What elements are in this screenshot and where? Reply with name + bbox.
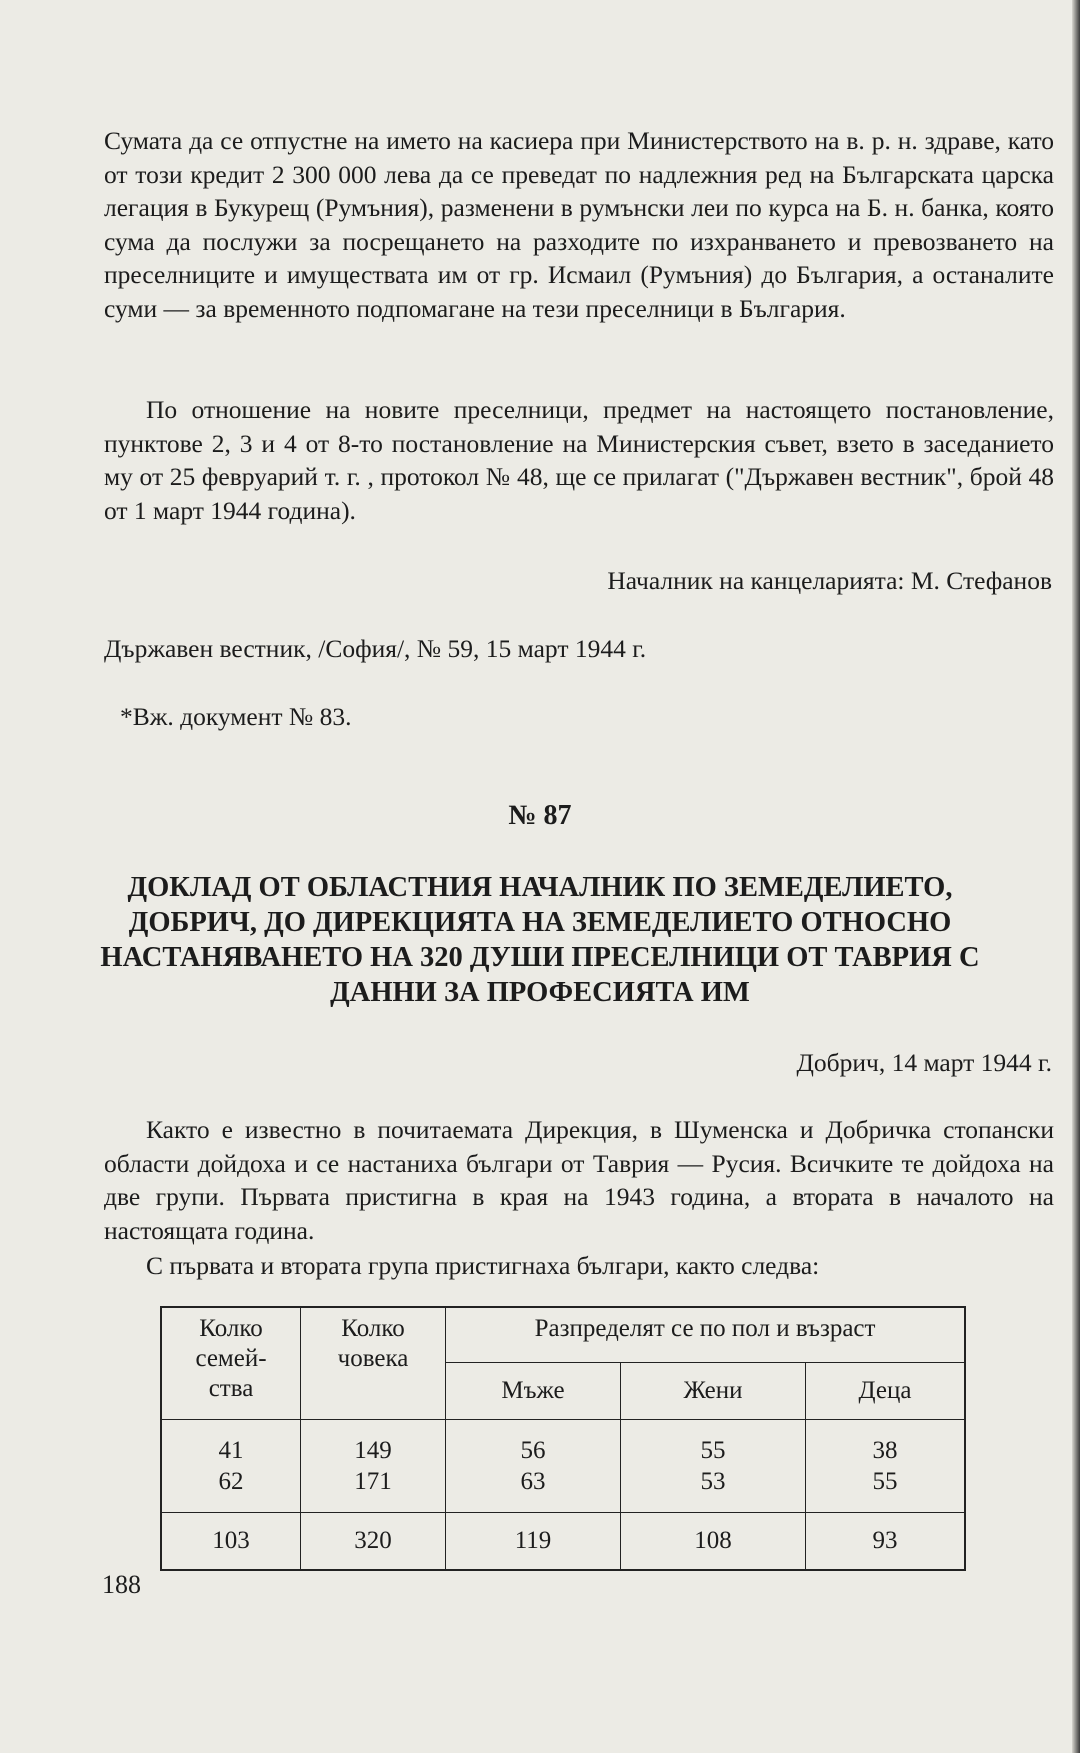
document-number: № 87	[508, 800, 572, 831]
header-children: Деца	[806, 1363, 966, 1420]
header-men: Мъже	[446, 1363, 621, 1420]
header-women: Жени	[621, 1363, 806, 1420]
cell-value: 38	[872, 1437, 898, 1464]
cell-value: 149	[354, 1437, 392, 1464]
people-cell	[301, 1420, 446, 1513]
settlers-table	[160, 1306, 966, 1571]
source-citation: Държавен вестник, /София/, № 59, 15 март 1944 г.	[104, 634, 647, 663]
header-group: Разпределят се по пол и възраст	[446, 1307, 966, 1363]
header-people	[301, 1307, 446, 1420]
report-paragraph: Както е известно в почитаемата Дирекция, в Шуменска и Добричка стопански области дойдоха и се настаниха българи от Таврия — Русия. Всичките те дойдоха на две групи. Първата пристигна в края на 1943 година, а втората в началото на настоящата година.	[104, 1115, 1054, 1245]
cell-value: 62	[218, 1468, 244, 1495]
families-cell	[161, 1420, 301, 1513]
children-cell	[806, 1420, 966, 1513]
women-cell	[621, 1420, 806, 1513]
second-paragraph: По отношение на новите преселници, предмет на настоящето постановление, пунктове 2, 3 и 4 от 8-то постановление на Министерския съвет, взето в заседанието му от 25 февруарий т. г. , протокол № 48, ще се прилагат ("Държавен вестник", брой 48 от 1 март 1944 година).	[104, 395, 1054, 525]
cell-value: 56	[520, 1437, 546, 1464]
header-people-label: Колко човека	[337, 1315, 409, 1372]
men-cell	[446, 1420, 621, 1513]
table-total-row	[161, 1513, 965, 1571]
place-date: Добрич, 14 март 1944 г.	[796, 1048, 1052, 1077]
cell-value: 53	[700, 1468, 726, 1495]
cell-value: 55	[872, 1468, 898, 1495]
signature: Началник на канцеларията: М. Стефанов	[607, 566, 1052, 595]
page-edge-shadow	[1072, 0, 1080, 1753]
total-children: 93	[806, 1513, 966, 1571]
total-people: 320	[301, 1513, 446, 1571]
total-women: 108	[621, 1513, 806, 1571]
footnote: *Вж. документ № 83.	[120, 702, 352, 731]
cell-value: 41	[218, 1437, 244, 1464]
total-men: 119	[446, 1513, 621, 1571]
cell-value: 63	[520, 1468, 546, 1495]
total-families: 103	[161, 1513, 301, 1571]
header-families	[161, 1307, 301, 1420]
cell-value: 55	[700, 1437, 726, 1464]
continuation-paragraph: Сумата да се отпустне на името на касиера при Министерството на в. р. н. здраве, като от този кредит 2 300 000 лева да се преведат по надлежния ред на Българската царска легация в Букурещ (Румъния), разменени в румънски леи по курса на Б. н. банка, която сума да послужи за посрещането на разходите по изхранването и превозването на преселниците и имуществата им от гр. Исмаил (Румъния) до България, а останалите суми — за временното подпомагане на тези преселници в България.	[104, 126, 1054, 323]
cell-value: 171	[354, 1468, 392, 1495]
page-number: 188	[102, 1570, 141, 1599]
table-row	[161, 1420, 965, 1513]
document-title: ДОКЛАД ОТ ОБЛАСТНИЯ НАЧАЛНИК ПО ЗЕМЕДЕЛИЕТО, ДОБРИЧ, ДО ДИРЕКЦИЯТА НА ЗЕМЕДЕЛИЕТО ОТНОСНО НАСТАНЯВАНЕТО НА 320 ДУШИ ПРЕСЕЛНИЦИ ОТ ТАВРИЯ С ДАННИ ЗА ПРОФЕСИЯТА ИМ	[100, 872, 980, 1008]
table-intro: С първата и втората група пристигнаха българи, както следва:	[146, 1251, 820, 1280]
header-families-label: Колко семей- ства	[195, 1315, 267, 1402]
